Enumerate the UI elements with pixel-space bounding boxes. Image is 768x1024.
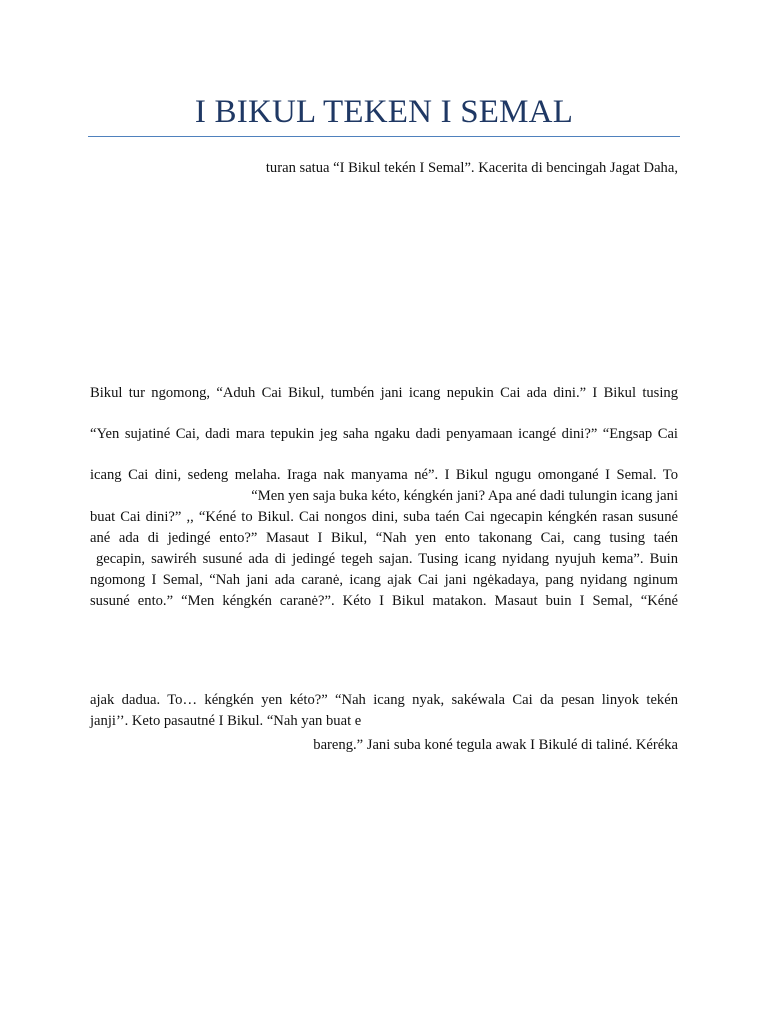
text-line-8: gecapin, sawiréh susuné ada di jedingé tegeh sajan. Tusing icang nyidang nyujuh kema”. Buin <box>96 551 678 567</box>
text-line-9: ngomong I Semal, “Nah jani ada caranė, icang ajak Cai jani ngėkadaya, pang nyidang nginum <box>90 572 678 588</box>
text-line-1: turan satua “I Bikul tekén I Semal”. Kacerita di bencingah Jagat Daha, <box>265 160 678 176</box>
text-line-6: buat Cai dini?” ,, “Kéné to Bikul. Cai nongos dini, suba taén Cai ngecapin kéngkén rasan susuné <box>90 509 678 525</box>
text-line-13: bareng.” Jani suba koné tegula awak I Bikulé di taliné. Kéréka <box>313 737 678 753</box>
text-line-4: icang Cai dini, sedeng melaha. Iraga nak manyama né”. I Bikul ngugu omongané I Semal. To <box>90 467 678 483</box>
text-line-5: “Men yen saja buka kéto, kéngkén jani? Apa ané dadi tulungin icang jani <box>251 488 678 504</box>
text-line-3: “Yen sujatiné Cai, dadi mara tepukin jeg saha ngaku dadi penyamaan icangé dini?” “Engsap Cai <box>90 426 678 442</box>
title-underline <box>88 136 680 137</box>
text-line-11: ajak dadua. To… kéngkén yen kéto?” “Nah icang nyak, sakéwala Cai da pesan linyok tekén <box>90 692 678 708</box>
text-line-12: janji’’. Keto pasautné I Bikul. “Nah yan buat e <box>90 713 362 729</box>
text-line-10: susuné ento.” “Men kéngkén caranė?”. Kéto I Bikul matakon. Masaut buin I Semal, “Kéné <box>90 593 678 609</box>
text-line-2: Bikul tur ngomong, “Aduh Cai Bikul, tumbén jani icang nepukin Cai ada dini.” I Bikul tusing <box>90 385 678 401</box>
text-line-7: ané ada di jedingé ento?” Masaut I Bikul, “Nah yen ento takonang Cai, cang tusing taén <box>90 530 678 546</box>
document-title: I BIKUL TEKEN I SEMAL <box>194 94 574 130</box>
